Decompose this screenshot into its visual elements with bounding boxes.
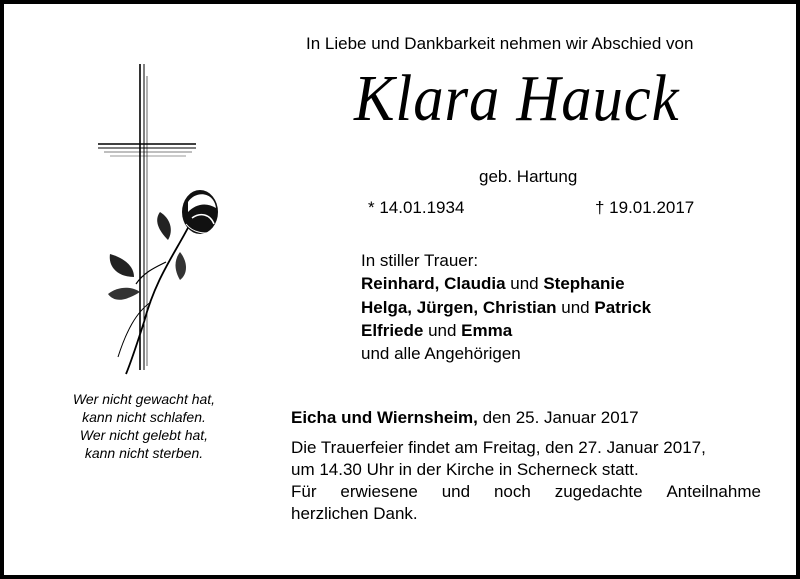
place: Eicha und Wiernsheim, — [291, 408, 478, 427]
word: zugedachte — [554, 482, 643, 501]
mourner-names: Patrick — [594, 298, 652, 317]
quote-line: Wer nicht gewacht hat, — [72, 391, 216, 407]
word: Anteilnahme — [666, 482, 761, 501]
details-line: herzlichen Dank. — [291, 504, 418, 523]
word: Für — [291, 482, 317, 501]
quote-line: Wer nicht gelebt hat, — [79, 427, 209, 443]
cross-with-rose-icon — [96, 62, 226, 382]
mourners-line — [361, 298, 651, 318]
quote-line: kann nicht sterben. — [84, 445, 204, 461]
mourners-relatives: und alle Angehörigen — [361, 344, 521, 363]
details-line-justified — [291, 481, 761, 503]
conjunction: und — [505, 274, 544, 293]
mourning-intro: In stiller Trauer: — [361, 251, 479, 270]
word: noch — [493, 482, 531, 501]
funeral-details — [291, 437, 761, 525]
details-line: Die Trauerfeier findet am Freitag, den 27. Januar 2017, — [291, 438, 706, 457]
conjunction: und — [423, 321, 462, 340]
mourner-names: Elfriede — [361, 321, 424, 340]
birth-date: * 14.01.1934 — [368, 198, 465, 217]
quote — [44, 390, 244, 462]
mourner-names: Reinhard, Claudia — [361, 274, 506, 293]
mourner-names: Emma — [461, 321, 513, 340]
mourner-names: Helga, Jürgen, Christian — [361, 298, 557, 317]
mourners-line — [361, 274, 625, 294]
word: erwiesene — [340, 482, 418, 501]
mourner-names: Stephanie — [543, 274, 625, 293]
death-date: † 19.01.2017 — [595, 198, 695, 217]
mourners-line — [361, 321, 512, 341]
conjunction: und — [556, 298, 595, 317]
date: den 25. Januar 2017 — [477, 408, 639, 427]
intro-text: In Liebe und Dankbarkeit nehmen wir Abschied von — [306, 34, 694, 53]
place-and-date — [291, 408, 639, 428]
deceased-name: Klara Hauck — [354, 62, 680, 135]
details-line: um 14.30 Uhr in der Kirche in Scherneck statt. — [291, 460, 639, 479]
born-name: geb. Hartung — [479, 167, 578, 186]
quote-line: kann nicht schlafen. — [82, 409, 206, 425]
word: und — [441, 482, 471, 501]
